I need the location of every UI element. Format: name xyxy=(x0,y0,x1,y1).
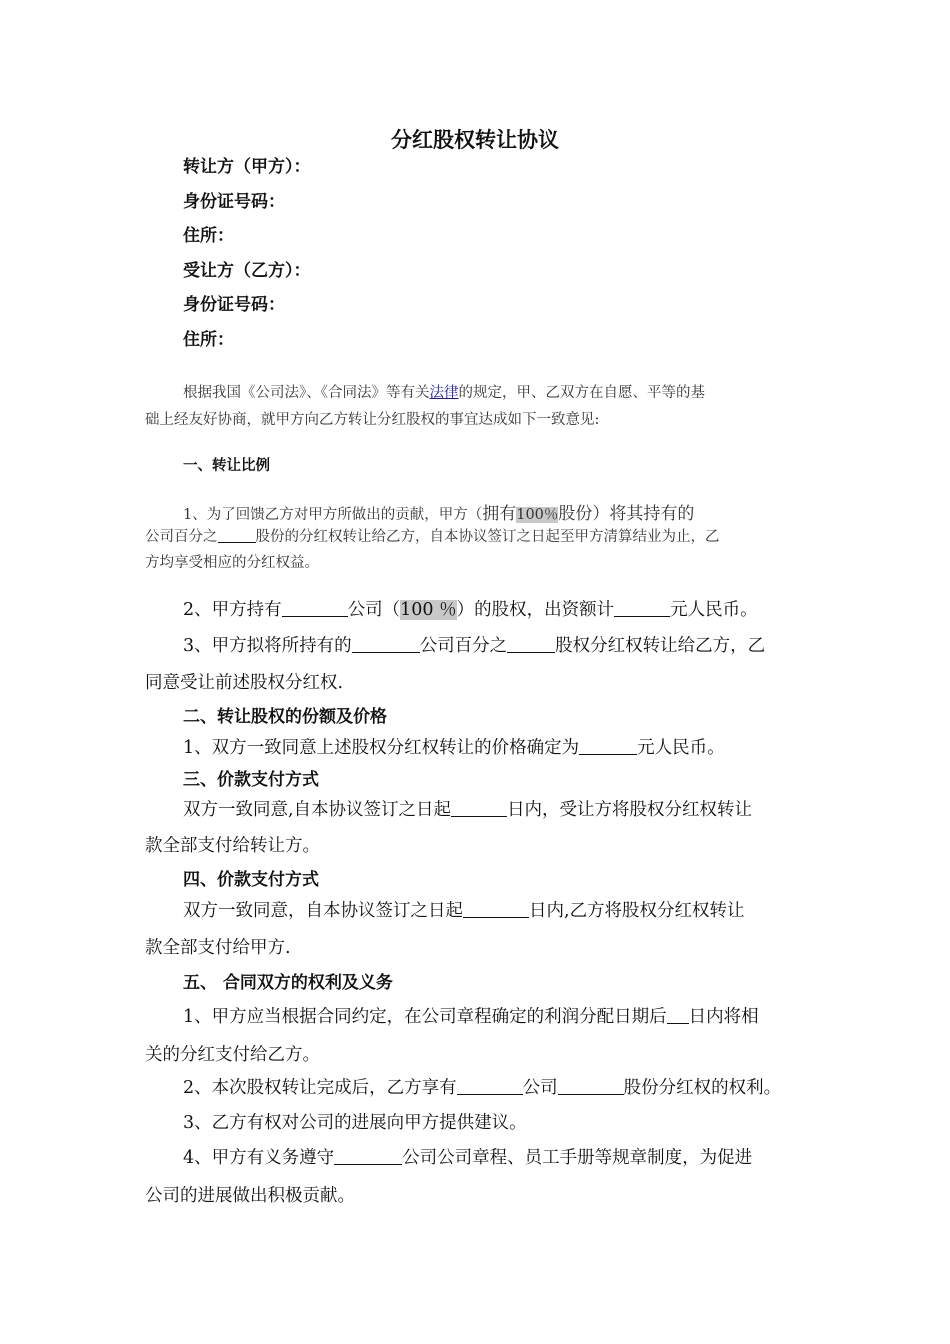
s1-p2: 2、甲方持有 公司（100 ％）的股权，出资额计 元人民币。 xyxy=(183,600,758,620)
price-blank[interactable] xyxy=(579,737,637,756)
s5-p4-line-2: 公司的进展做出积极贡献。 xyxy=(145,1186,355,1206)
s1-p1-line-1: 1、为了回馈乙方对甲方所做出的贡献，甲方（拥有100％股份）将其持有的 xyxy=(183,504,695,524)
company-blank[interactable] xyxy=(457,1077,523,1096)
s4-line-1: 双方一致同意，自本协议签订之日起 日内,乙方将股权分红权转让 xyxy=(183,901,745,921)
law-link[interactable]: 法律 xyxy=(429,385,459,401)
s1-p3-line-1: 3、甲方拟将所持有的 公司百分之 股权分红权转让给乙方，乙 xyxy=(183,636,766,656)
s5-p3: 3、乙方有权对公司的进展向甲方提供建议。 xyxy=(183,1113,527,1133)
percent-blank[interactable] xyxy=(218,528,256,544)
ownership-highlight: 100％ xyxy=(516,507,559,523)
s1-p1-line-3: 方均享受相应的分红权益。 xyxy=(145,555,319,571)
section-1-heading: 一、转让比例 xyxy=(183,458,270,474)
capital-blank[interactable] xyxy=(614,599,670,618)
transferor-address-label: 住所： xyxy=(183,226,234,246)
s5-p1-line-2: 关的分红支付给乙方。 xyxy=(145,1045,320,1065)
s5-p1-line-1: 1、甲方应当根据合同约定，在公司章程确定的利润分配日期后 日内将相 xyxy=(183,1007,759,1027)
intro-line-2: 础上经友好协商，就甲方向乙方转让分红股权的事宜达成如下一致意见: xyxy=(145,412,600,428)
transferee-id-label: 身份证号码： xyxy=(183,295,285,315)
company-blank[interactable] xyxy=(282,599,348,618)
section-4-heading: 四、价款支付方式 xyxy=(183,870,319,890)
document-title: 分红股权转让协议 xyxy=(391,127,559,152)
company-blank[interactable] xyxy=(352,635,420,654)
share-highlight: 100 ％ xyxy=(400,600,457,620)
s5-p2: 2、本次股权转让完成后，乙方享有 公司 股份分红权的权利。 xyxy=(183,1078,782,1098)
section-3-heading: 三、价款支付方式 xyxy=(183,770,319,790)
intro-line-1: 根据我国《公司法》、《合同法》等有关法律的规定，甲、乙双方在自愿、平等的基 xyxy=(183,385,705,401)
transferee-label: 受让方（乙方）： xyxy=(183,261,311,281)
transferee-address-label: 住所： xyxy=(183,330,234,350)
s3-line-1: 双方一致同意,自本协议签订之日起 日内，受让方将股权分红权转让 xyxy=(183,800,753,820)
s3-line-2: 款全部支付给转让方。 xyxy=(145,836,320,856)
s1-p3-line-2: 同意受让前述股权分红权. xyxy=(145,673,344,693)
s4-line-2: 款全部支付给甲方. xyxy=(145,938,291,958)
section-2-heading: 二、转让股权的份额及价格 xyxy=(183,707,387,727)
s1-p1-line-2: 公司百分之 股份的分红权转让给乙方，自本协议签订之日起至甲方清算结业为止，乙 xyxy=(145,529,720,545)
s5-p4-line-1: 4、甲方有义务遵守 公司公司章程、员工手册等规章制度，为促进 xyxy=(183,1148,753,1168)
transferor-id-label: 身份证号码： xyxy=(183,192,285,212)
days-blank[interactable] xyxy=(667,1006,689,1025)
percent-blank[interactable] xyxy=(507,635,555,654)
days-blank[interactable] xyxy=(451,799,507,818)
s2-p1: 1、双方一致同意上述股权分红权转让的价格确定为 元人民币。 xyxy=(183,738,725,758)
section-5-heading: 五、 合同双方的权利及义务 xyxy=(183,973,393,993)
share-blank[interactable] xyxy=(558,1077,624,1096)
company-blank[interactable] xyxy=(334,1147,402,1166)
days-blank[interactable] xyxy=(463,900,529,919)
transferor-label: 转让方（甲方）： xyxy=(183,157,311,177)
